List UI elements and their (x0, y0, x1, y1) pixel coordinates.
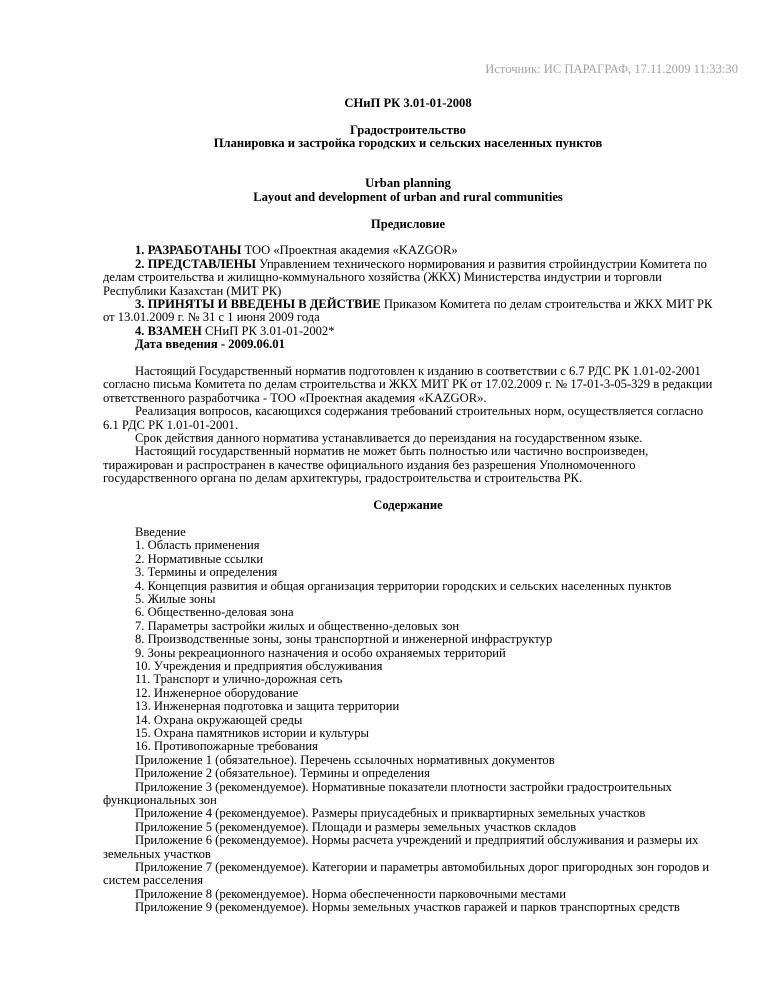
title-ru-line-1: Градостроительство (350, 122, 466, 137)
foreword-item-4: 4. ВЗАМЕН СНиП РК 3.01-01-2002* (135, 323, 335, 338)
toc-item: Приложение 1 (обязательное). Перечень ссылочных нормативных документов (135, 752, 555, 767)
title-ru-line-2: Планировка и застройка городских и сельских населенных пунктов (213, 136, 603, 151)
toc-item: Введение (135, 524, 186, 539)
toc-item: 1. Область применения (135, 538, 260, 553)
toc-item: 7. Параметры застройки жилых и общественно-деловых зон (135, 618, 460, 633)
toc-item: 15. Охрана памятников истории и культуры (135, 725, 369, 740)
toc-item: Приложение 9 (рекомендуемое). Нормы земельных участков гаражей и парков транспортных средств (135, 900, 680, 915)
toc-item: 4. Концепция развития и общая организация территории городских и сельских населенных пунктов (135, 578, 672, 593)
toc-item: 8. Производственные зоны, зоны транспортной и инженерной инфраструктур (135, 632, 553, 647)
foreword-item-2: 2. ПРЕДСТАВЛЕНЫ Управлением технического нормирования и развития стройиндустрии Комитета по делам строительства и жилищно-коммунального хозяйства (ЖКХ) Министерства индустрии и торговли Республики Казахстан (МИТ РК) (103, 256, 707, 298)
source-stamp: Источник: ИС ПАРАГРАФ, 17.11.2009 11:33:30 (485, 62, 738, 76)
toc-item: 3. Термины и определения (135, 565, 278, 580)
toc-item: Приложение 2 (обязательное). Термины и определения (135, 766, 430, 781)
foreword-item-3: 3. ПРИНЯТЫ И ВВЕДЕНЫ В ДЕЙСТВИЕ Приказом Комитета по делам строительства и ЖКХ МИТ РК от 13.01.2009 г. № 31 с 1 июня 2009 года (103, 297, 713, 325)
body-paragraph-4: Настоящий государственный норматив не может быть полностью или частично воспроизведен, тиражирован и распространен в качестве официального издания без разрешения Уполномоченного государственного органа по делам архитектуры, градостроительства и строительства РК. (103, 444, 649, 486)
toc-item: 5. Жилые зоны (135, 591, 216, 606)
toc-item: 2. Нормативные ссылки (135, 551, 264, 566)
foreword-heading: Предисловие (370, 216, 446, 231)
effective-date: Дата введения - 2009.06.01 (135, 337, 285, 352)
toc-item: Приложение 4 (рекомендуемое). Размеры приусадебных и приквартирных земельных участков (135, 806, 646, 821)
table-of-contents (103, 526, 713, 915)
toc-item: 10. Учреждения и предприятия обслуживания (135, 658, 383, 673)
toc-heading: Содержание (373, 498, 443, 513)
toc-item: 16. Противопожарные требования (135, 739, 318, 754)
toc-item: Приложение 3 (рекомендуемое). Нормативные показатели плотности застройки градостроительных функциональных зон (103, 779, 672, 808)
toc-item: 9. Зоны рекреационного назначения и особо охраняемых территорий (135, 645, 506, 660)
title-en-line-2: Layout and development of urban and rural communities (253, 189, 563, 204)
title-en-line-1: Urban planning (365, 176, 451, 191)
toc-item: 11. Транспорт и улично-дорожная сеть (135, 672, 343, 687)
doc-code: СНиП РК 3.01-01-2008 (344, 96, 472, 110)
toc-item: Приложение 5 (рекомендуемое). Площади и размеры земельных участков складов (135, 819, 577, 834)
body-paragraph-1: Настоящий Государственный норматив подготовлен к изданию в соответствии с 6.7 РДС РК 1.01-02-2001 согласно письма Комитета по делам строительства и ЖКХ МИТ РК от 17.02.2009 г. № 17-01-3-05-329 в редакции ответственного разработчика - ТОО «Проектная академия «KAZGOR». (103, 364, 713, 405)
toc-item: Приложение 6 (рекомендуемое). Нормы расчета учреждений и предприятий обслуживания и размеры их земельных участков (103, 833, 699, 861)
document-content (103, 97, 713, 915)
body-paragraph-3: Срок действия данного норматива устанавливается до переиздания на государственном языке. (135, 431, 643, 446)
toc-item: 12. Инженерное оборудование (135, 685, 299, 700)
toc-item: 6. Общественно-деловая зона (135, 605, 294, 620)
toc-item: 13. Инженерная подготовка и защита территории (135, 699, 400, 714)
toc-item: Приложение 7 (рекомендуемое). Категории и параметры автомобильных дорог пригородных зон городов и систем расселения (103, 860, 710, 888)
body-paragraph-2: Реализация вопросов, касающихся содержания требований строительных норм, осуществляется согласно 6.1 РДС РК 1.01-01-2001. (103, 404, 704, 432)
toc-item: 14. Охрана окружающей среды (135, 712, 303, 727)
toc-item: Приложение 8 (рекомендуемое). Норма обеспеченности парковочными местами (135, 886, 566, 901)
foreword-item-1: 1. РАЗРАБОТАНЫ ТОО «Проектная академия «KAZGOR» (135, 243, 458, 258)
